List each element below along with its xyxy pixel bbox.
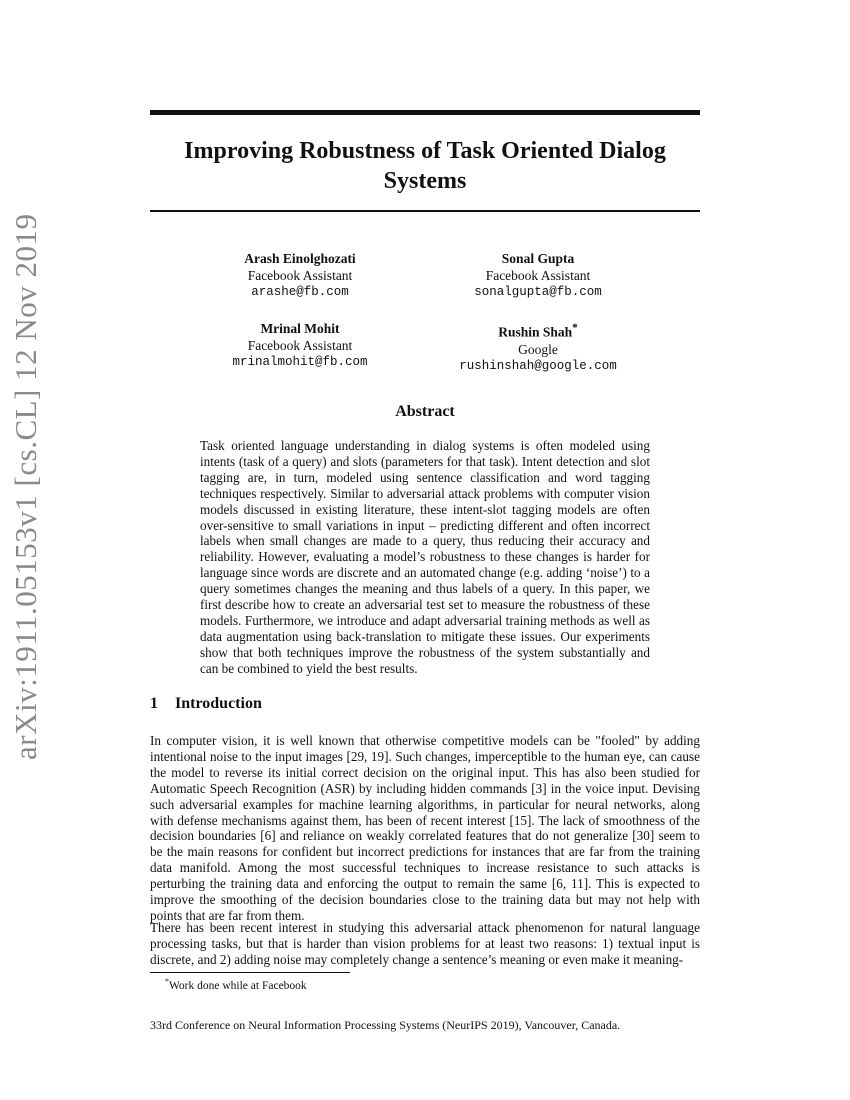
section-heading <box>150 695 700 713</box>
author-email: sonalgupta@fb.com <box>474 285 602 299</box>
abstract-heading: Abstract <box>395 403 455 420</box>
author-3 <box>170 320 430 371</box>
footnote-text: Work done while at Facebook <box>169 979 307 992</box>
title-bottom-rule <box>150 210 700 212</box>
author-email: mrinalmohit@fb.com <box>232 355 368 369</box>
author-email: rushinshah@google.com <box>459 358 617 373</box>
author-affiliation: Facebook Assistant <box>247 268 353 283</box>
footnote-marker: * <box>572 322 578 334</box>
author-affiliation: Google <box>518 341 558 357</box>
author-email: arashe@fb.com <box>251 285 349 299</box>
footnote-mark: * <box>165 977 169 986</box>
abstract-text: Task oriented language understanding in dialog systems is often modeled using intents (task of a query) and slots (parameters for that task). Intent detection and slot tagging are, in turn, modeled using sentence classification and word tagging techniques respectively. Similar to adversarial attack problems with computer vision models discussed in existing literature, these intent-slot tagging models are often over-sensitive to small variations in input – predicting different and often incorrect labels when small changes are made to a query, thus reducing their accuracy and reliability. However, evaluating a model’s robustness to these changes is harder for language since words are discrete and an automated change (e.g. adding ‘noise’) to a query sometimes changes the meaning and thus labels of a query. In this paper, we first describe how to create an adversarial test set to measure the robustness of these models. Furthermore, we introduce and adapt adversarial training methods as well as data augmentation using back-translation to mitigate these issues. Our experiments show that both techniques improve the robustness of the system substantially and can be combined to yield the best results. <box>200 438 650 676</box>
venue-note: 33rd Conference on Neural Information Processing Systems (NeurIPS 2019), Vancouver, Canada. <box>150 1018 621 1032</box>
author-2 <box>408 250 668 301</box>
author-name: Arash Einolghozati <box>244 251 356 266</box>
author-4 <box>408 320 668 375</box>
title-top-rule <box>150 110 700 115</box>
footnote <box>165 977 307 992</box>
author-name-text: Rushin Shah <box>498 324 573 340</box>
author-name: Mrinal Mohit <box>260 321 340 336</box>
author-affiliation: Facebook Assistant <box>485 268 591 283</box>
author-name <box>408 320 668 341</box>
author-affiliation: Facebook Assistant <box>247 338 353 353</box>
author-name: Sonal Gupta <box>501 251 575 266</box>
section-number: 1 <box>150 695 158 712</box>
section-title: Introduction <box>175 695 262 712</box>
footnote-rule <box>150 972 350 973</box>
intro-paragraph-2: There has been recent interest in studying this adversarial attack phenomenon for natural language processing tasks, but that is harder than vision problems for at least two reasons: 1) textual input is discrete, and 2) adding noise may completely change a sentence’s meaning or even make it meaning- <box>150 920 700 967</box>
author-1 <box>170 250 430 301</box>
intro-paragraph-1: In computer vision, it is well known that otherwise competitive models can be "fooled" by adding intentional noise to the input images [29, 19]. Such changes, imperceptible to the human eye, can cause the model to reverse its initial correct decision on the original input. This has also been studied for Automatic Speech Recognition (ASR) by including hidden commands [3] in the voice input. Devising such adversarial examples for machine learning algorithms, in particular for neural networks, along with defense mechanisms against them, has been of recent interest [15]. The lack of smoothness of the decision boundaries [6] and reliance on weakly correlated features that do not generalize [30] seem to be the main reasons for confident but incorrect predictions for instances that are far from the training data manifold. Among the most successful techniques to increase resistance to such attacks is perturbing the training data and enforcing the output to remain the same [6, 11]. This is expected to improve the smoothing of the decision boundaries close to the training data but may not help with points that are far from them. <box>150 733 700 923</box>
paper-title: Improving Robustness of Task Oriented Dialog Systems <box>184 138 666 194</box>
arxiv-stamp: arXiv:1911.05153v1 [cs.CL] 12 Nov 2019 <box>8 213 43 760</box>
